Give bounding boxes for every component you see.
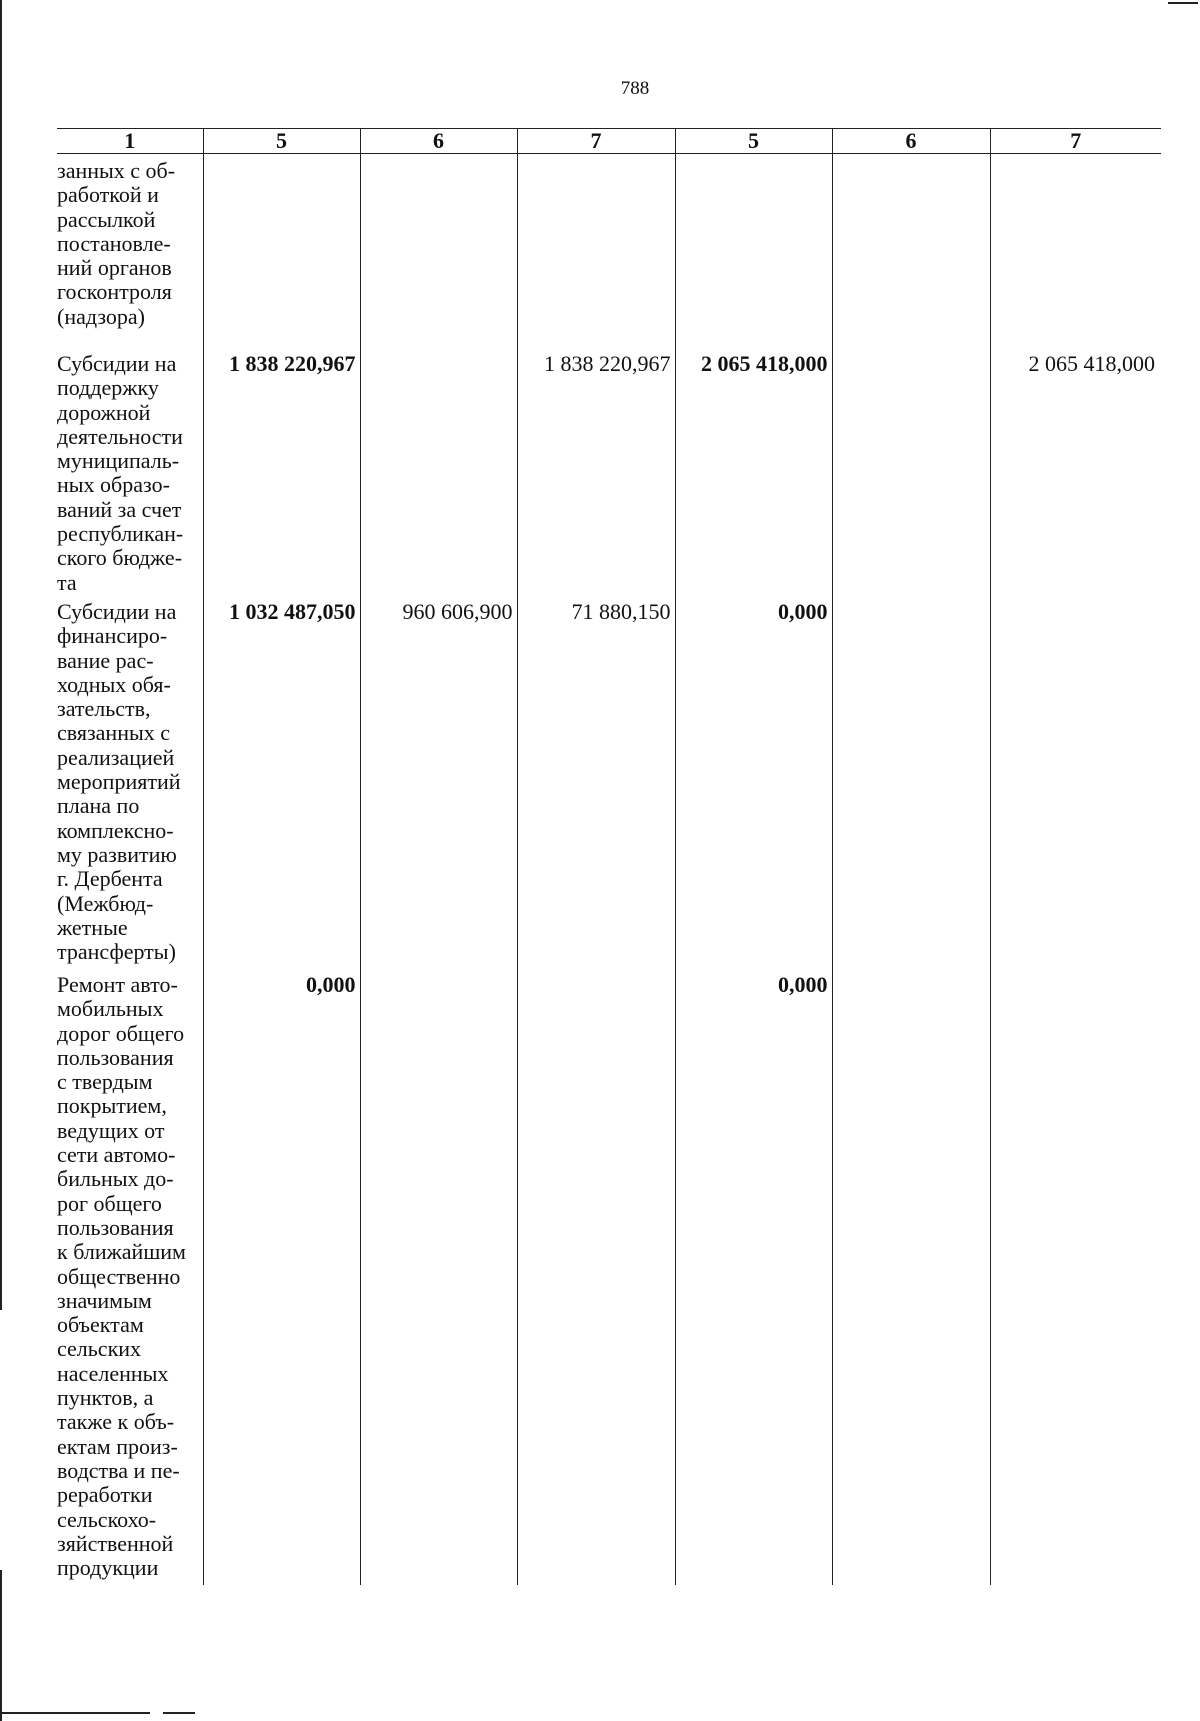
header-col-7a: 7 [517,129,675,154]
cell-col7a [517,968,675,1585]
cell-col5b: 0,000 [675,968,832,1585]
cell-col6a [360,154,517,348]
header-col-7b: 7 [990,129,1161,154]
table-row [57,347,1161,595]
header-col-5a: 5 [203,129,360,154]
cell-col7b: 2 065 418,000 [990,347,1161,595]
header-col-1: 1 [57,129,203,154]
scan-left-edge [0,0,2,1310]
cell-col5b [675,154,832,348]
cell-col5a: 1 838 220,967 [203,347,360,595]
cell-col6b [832,154,990,348]
cell-col5a: 0,000 [203,968,360,1585]
cell-col7b [990,968,1161,1585]
header-col-6b: 6 [832,129,990,154]
table-row [57,595,1161,968]
row-description: Ремонт авто- мобильных дорог общего пользования с твердым покрытием, ведущих от сети автомо- бильных до- рог общего пользования к ближайшим общественно значимым объектам сельских населенных пунктов, а также к объ- ектам произ- водства и пе- реработки сельскохо- зяйственной продукции [57,968,203,1585]
table-row [57,154,1161,348]
cell-col7a: 71 880,150 [517,595,675,968]
cell-col6b [832,347,990,595]
cell-col7a: 1 838 220,967 [517,347,675,595]
scan-left-edge-lower [0,1570,2,1721]
row-description: Субсидии на поддержку дорожной деятельности муниципаль- ных образо- ваний за счет республикан- ского бюдже- та [57,347,203,595]
row-description: Субсидии на финансиро- вание рас- ходных обя- зательств, связанных с реализацией мероприятий плана по комплексно- му развитию г. Дербента (Межбюд- жетные трансферты) [57,595,203,968]
cell-col6b [832,968,990,1585]
budget-table [57,128,1161,1585]
cell-col7b [990,595,1161,968]
cell-col6a [360,347,517,595]
scan-bottom-line-2 [163,1712,195,1714]
row-description: занных с об- работкой и рассылкой постановле- ний органов госконтроля (надзора) [57,154,203,348]
cell-col5b: 2 065 418,000 [675,347,832,595]
cell-col5a: 1 032 487,050 [203,595,360,968]
page-number: 788 [620,78,650,99]
table-row [57,968,1161,1585]
header-row [57,129,1161,154]
cell-col5a [203,154,360,348]
cell-col7b [990,154,1161,348]
cell-col7a [517,154,675,348]
header-col-5b: 5 [675,129,832,154]
cell-col5b: 0,000 [675,595,832,968]
scan-bottom-line [0,1712,150,1714]
cell-col6a: 960 606,900 [360,595,517,968]
header-col-6a: 6 [360,129,517,154]
scan-top-right-mark [1168,2,1198,4]
cell-col6b [832,595,990,968]
cell-col6a [360,968,517,1585]
